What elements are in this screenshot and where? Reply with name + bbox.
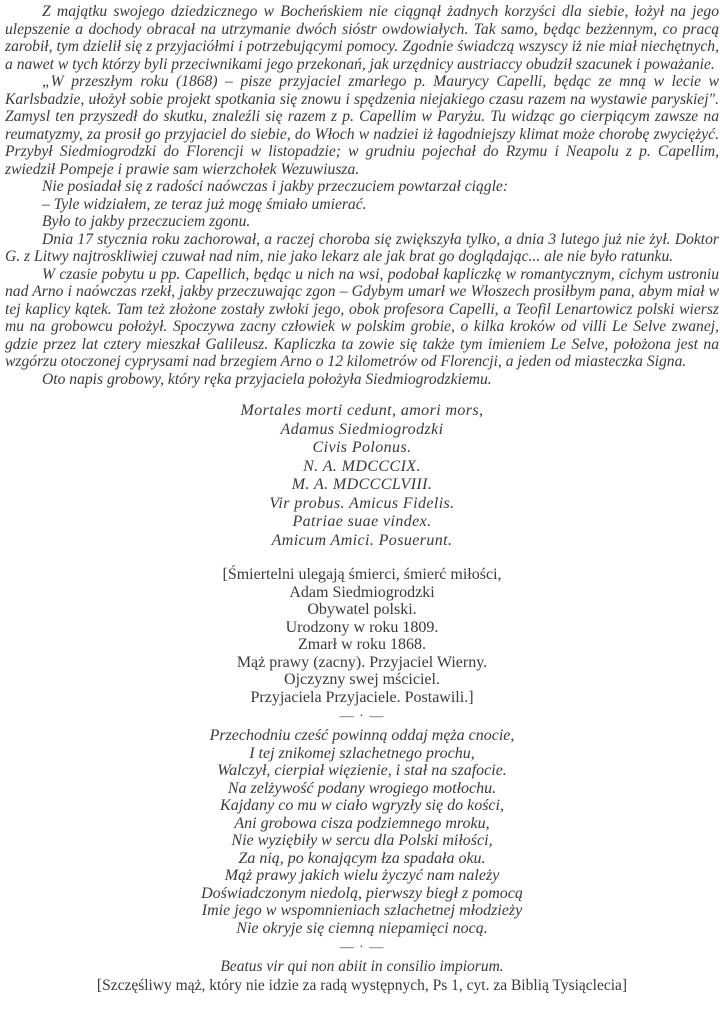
epitaph-latin-line: Civis Polonus. xyxy=(312,439,412,456)
polish-epitaph-translation xyxy=(5,566,719,706)
epitaph-polish-line: [Śmiertelni ulegają śmierci, śmierć miłości, xyxy=(222,566,502,583)
epitaph-polish-line: Zmarł w roku 1868. xyxy=(298,636,426,653)
poem-line: Mąż prawy jakich wielu życzyć nam należy xyxy=(224,867,500,884)
poem-line: Nie wyziębiły w sercu dla Polski miłości, xyxy=(231,832,493,849)
paragraph: Nie posiadał się z radości naówczas i jakby przeczuciem powtarzał ciągle: xyxy=(42,178,509,195)
poem-line: Na zelżywość podany wrogiego motłochu. xyxy=(227,779,497,797)
paragraph: – Tyle widziałem, ze teraz już mogę śmiało umierać. xyxy=(42,195,367,213)
paragraph: „W przeszłym roku (1868) – pisze przyjaciel zmarłego p. Maurycy Capelli, będąc ze mną w lecie w Karlsbadzie, ułożył sobie projekt spotkania się znowu i spędzenia niejakiego czasu razem na wystawie paryskiej". Zamysl ten przyszedł do skutku, znaleźli się razem z p. Capellim w Paryżu. Tu widząc go cierpiącym zawsze na reumatyzmy, za prosił go przyjaciel do siebie, do Włoch w nadziei iż łagodniejszy klimat może chorobę zwyciężyć. Przybył Siedmiogrodzki do Florencji w listopadzie; w grudniu pojechał do Rzymu i Neapolu z p. Capellim, zwiedził Pompeje i prawie sam wierzchołek Wezuwiusza. xyxy=(5,73,719,178)
psalm-quote-polish: [Szczęśliwy mąż, który nie idzie za radą występnych, Ps 1, cyt. za Biblią Tysiąclecia] xyxy=(96,976,628,994)
paragraph: Z majątku swojego dziedzicznego w Bocheńskiem nie ciągnął żadnych korzyści dla siebie, łożył na jego ulepszenie a dochody obracał na utrzymanie dwóch sióstr owdowiałych. Tak samo, będąc bezżennym, co pracą zarobił, tym dzielił się z przyjaciółmi i potrzebującymi pomocy. Zgodnie świadczą wszyscy iż nie miał niechętnych, a nawet w tych którzy byli przeciwnikami jego przekonań, jak urzędnicy austriaccy obudził szacunek i poważanie. xyxy=(5,3,719,73)
epitaph-latin-line: Patriae suae vindex. xyxy=(292,513,432,530)
poem-line: I tej znikomej szlachetnego prochu, xyxy=(249,744,475,762)
epitaph-latin-line: Mortales morti cedunt, amori mors, xyxy=(240,402,484,419)
epitaph-latin-line: Adamus Siedmiogrodzki xyxy=(280,420,444,438)
epitaph-polish-line: Adam Siedmiogrodzki xyxy=(289,583,435,601)
epitaph-polish-line: Przyjaciela Przyjaciele. Postawili.] xyxy=(250,688,474,706)
psalm-quote-latin: Beatus vir qui non abiit in consilio impiorum. xyxy=(220,958,504,975)
poem-line: Przechodniu cześć powinną oddaj męża cnocie, xyxy=(209,727,515,744)
section-divider: — · — xyxy=(339,709,385,724)
paragraph: Było to jakby przeczuciem zgonu. xyxy=(42,213,251,230)
paragraph: Oto napis grobowy, który ręka przyjaciela położyła Siedmiogrodzkiemu. xyxy=(42,370,492,388)
poem-line: Nie okryje się ciemną niepamięci nocą. xyxy=(236,919,488,937)
epitaph-polish-line: Obywatel polski. xyxy=(307,601,417,618)
epitaph-polish-line: Urodzony w roku 1809. xyxy=(285,618,439,636)
latin-epitaph xyxy=(5,402,719,550)
epitaph-polish-line: Ojczyzny swej mściciel. xyxy=(284,671,440,688)
body-paragraphs xyxy=(5,3,719,388)
section-divider: — · — xyxy=(339,940,385,955)
poem-line: Kajdany co mu w ciało wgryzły się do kości, xyxy=(220,797,504,814)
paragraph: W czasie pobytu u pp. Capellich, będąc u nich na wsi, podobał kapliczkę w romantycznym, cichym ustroniu nad Arno i naówczas rzekł, jakby przeczuwając zgon – Gdybym umarł we Włoszech prosiłbym pana, abym miał w tej kaplicy kątek. Tam też złożone zostały zwłoki jego, obok profesora Capelli, a Teofil Lenartowicz polski wiersz mu na grobowcu położył. Spoczywa zacny człowiek w polskim grobie, o kilka kroków od villi Le Selve zwanej, gdzie przez lat cztery mieszkał Galileusz. Kapliczka ta zowie się także tym imieniem Le Selve, położona jest na wzgórzu otoczonej cyprysami nad brzegiem Arno o 12 kilometrów od Florencji, a jeden od miasteczka Signa. xyxy=(5,265,719,370)
memorial-poem xyxy=(5,727,719,937)
poem-line: Ani grobowa cisza podziemnego mroku, xyxy=(234,814,490,832)
epitaph-polish-line: Mąż prawy (zacny). Przyjaciel Wierny. xyxy=(236,653,488,671)
poem-line: Walczył, cierpiał więzienie, i stał na szafocie. xyxy=(217,762,507,779)
poem-line: Za nią, po konającym łza spadała oku. xyxy=(238,849,486,867)
poem-line: Doświadczonym niedolą, pierwszy biegł z pomocą xyxy=(201,884,523,902)
epitaph-latin-line: N. A. MDCCCIX. xyxy=(303,457,421,475)
epitaph-latin-line: Amicum Amici. Posuerunt. xyxy=(271,531,453,549)
paragraph: Dnia 17 stycznia roku zachorował, a raczej choroba się zwiększyła tylko, a dnia 3 lutego już nie żył. Doktor G. z Litwy najtroskliwiej czuwał nad nim, nie jako lekarz ale jak brat go doglądając... ale nie było ratunku. xyxy=(5,230,719,265)
poem-line: Imie jego w wspomnieniach szlachetnej młodzieży xyxy=(201,902,523,919)
epitaph-latin-line: Vir probus. Amicus Fidelis. xyxy=(269,494,455,512)
epitaph-latin-line: M. A. MDCCCLVIII. xyxy=(291,476,433,493)
